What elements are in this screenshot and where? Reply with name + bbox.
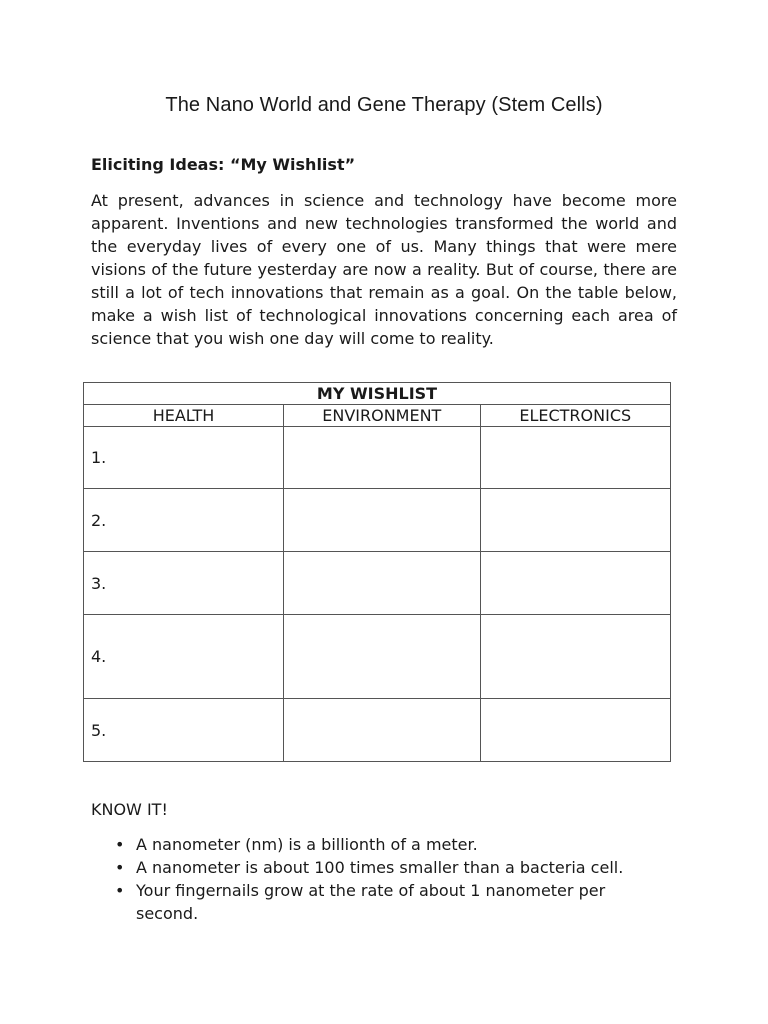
bullet-icon: •	[115, 881, 125, 900]
environment-cell[interactable]	[284, 489, 480, 552]
health-cell[interactable]: 2.	[84, 489, 284, 552]
health-cell[interactable]: 5.	[84, 699, 284, 762]
electronics-cell[interactable]	[480, 427, 670, 489]
electronics-cell[interactable]	[480, 699, 670, 762]
list-item	[91, 856, 671, 879]
table-row	[84, 427, 671, 489]
table-row	[84, 699, 671, 762]
electronics-cell[interactable]	[480, 489, 670, 552]
table-row	[84, 489, 671, 552]
table-caption: MY WISHLIST	[84, 383, 671, 405]
health-cell[interactable]: 1.	[84, 427, 284, 489]
column-header-environment: ENVIRONMENT	[284, 405, 480, 427]
table-row	[84, 552, 671, 615]
column-header-electronics: ELECTRONICS	[480, 405, 670, 427]
bullet-icon: •	[115, 858, 125, 877]
column-header-health: HEALTH	[84, 405, 284, 427]
list-item	[91, 879, 671, 925]
environment-cell[interactable]	[284, 699, 480, 762]
environment-cell[interactable]	[284, 552, 480, 615]
fact-text: Your fingernails grow at the rate of about 1 nanometer per second.	[136, 881, 606, 923]
environment-cell[interactable]	[284, 615, 480, 699]
fact-text: A nanometer (nm) is a billionth of a meter.	[136, 835, 478, 854]
section-heading: Eliciting Ideas: “My Wishlist”	[91, 155, 356, 174]
table-row	[84, 615, 671, 699]
health-cell[interactable]: 4.	[84, 615, 284, 699]
environment-cell[interactable]	[284, 427, 480, 489]
intro-paragraph: At present, advances in science and technology have become more apparent. Inventions and new technologies transformed the world and the everyday lives of every one of us. Many things that were mere visions of the future yesterday are now a reality. But of course, there are still a lot of tech innovations that remain as a goal. On the table below, make a wish list of technological innovations concerning each area of science that you wish one day will come to reality.	[91, 191, 677, 348]
fact-text: A nanometer is about 100 times smaller than a bacteria cell.	[136, 858, 624, 877]
table-header-row	[84, 405, 671, 427]
electronics-cell[interactable]	[480, 615, 670, 699]
electronics-cell[interactable]	[480, 552, 670, 615]
table-caption-row	[84, 383, 671, 405]
facts-list	[91, 833, 671, 925]
bullet-icon: •	[115, 835, 125, 854]
list-item	[91, 833, 671, 856]
wishlist-table	[83, 382, 671, 762]
know-it-heading: KNOW IT!	[91, 800, 168, 819]
document-title: The Nano World and Gene Therapy (Stem Cells)	[165, 94, 603, 116]
health-cell[interactable]: 3.	[84, 552, 284, 615]
